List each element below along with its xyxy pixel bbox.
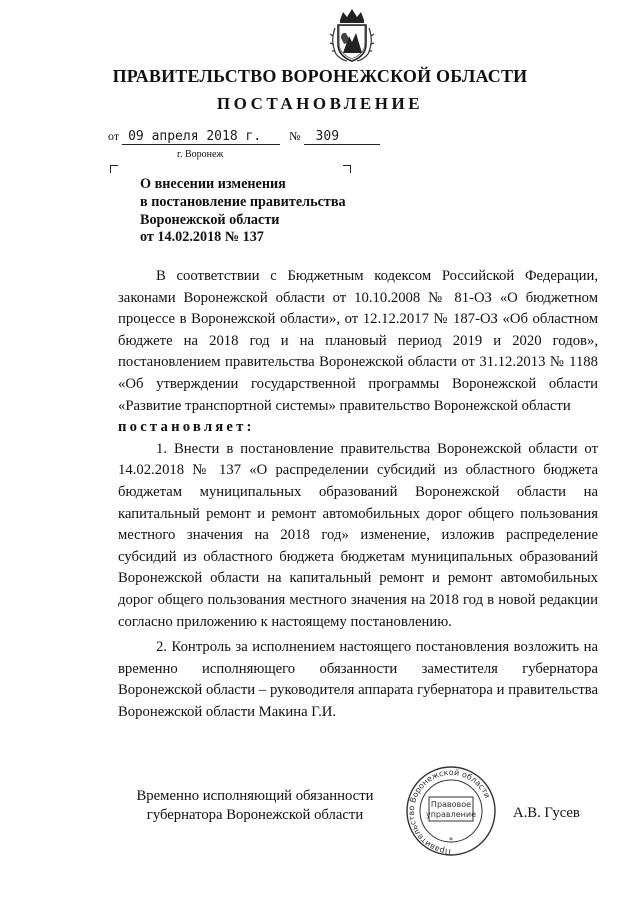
approval-stamp-icon [397,763,505,859]
subject-line: Воронежской области [140,211,280,228]
document-subject [140,176,380,247]
number-label: № [289,129,301,143]
signatory-name: А.В. Гусев [513,805,580,821]
government-title: ПРАВИТЕЛЬСТВО ВОРОНЕЖСКОЙ ОБЛАСТИ [112,66,528,86]
document-date: 09 апреля 2018 г. [122,129,280,145]
item-1-paragraph: 1. Внести в постановление правительства Воронежской области от 14.02.2018 № 137 «О распределении субсидий из областного бюджета бюджетам муниципальных образований Воронежской области на капитальный ремонт и ремонт автомобильных дорог общего пользования местного значения на 2018 год» изменение, изложив распределение субсидий из областного бюджета бюджетам муниципальных образований Воронежской области на капитальный ремонт и ремонт автомобильных дорог общего пользования местного значения на 2018 год в новой редакции согласно приложению к настоящему постановлению. [118,440,598,630]
document-type-title: ПОСТАНОВЛЕНИЕ [216,94,424,113]
bracket-corner-left [110,165,118,173]
stamp-ring-text: Правительство Воронежской области [406,767,492,857]
city-label: г. Воронеж [177,149,224,160]
document-body [118,266,598,723]
subject-line: в постановление правительства [140,193,346,210]
role-line-2: губернатора Воронежской области [146,807,364,823]
signatory-role [120,787,390,825]
preamble-paragraph: В соответствии с Бюджетным кодексом Российской Федерации, законами Воронежской области от 10.10.2008 № 81-ОЗ «О бюджетном процессе в Воронежской области», от 12.12.2017 № 187-ОЗ «Об областном бюджете на 2018 год и на плановый период 2019 и 2020 годов», постановлением правительства Воронежской области от 31.12.2013 № 1188 «Об утверждении государственной программы Воронежской области «Развитие транспортной системы» правительство Воронежской области [118,268,598,414]
bracket-corner-right [343,165,351,173]
decree-word: постановляет: [118,419,255,436]
subject-line: от 14.02.2018 № 137 [140,229,264,246]
stamp-center-line-1: Правовое [430,800,472,809]
item-2-paragraph: 2. Контроль за исполнением настоящего постановления возложить на временно исполняющего обязанности заместителя губернатора Воронежской области – руководителя аппарата губернатора и правительства Воронежской области Макина Г.И. [118,639,598,720]
stamp-center-line-2: управление [425,810,477,819]
document-number: 309 [304,129,380,145]
date-number-line [108,129,380,145]
date-prefix: от [108,129,120,143]
stamp-star-icon: * [449,836,453,845]
voronezh-coat-of-arms-icon [327,6,377,64]
subject-line: О внесении изменения [140,176,286,192]
role-line-1: Временно исполняющий обязанности [136,788,374,804]
